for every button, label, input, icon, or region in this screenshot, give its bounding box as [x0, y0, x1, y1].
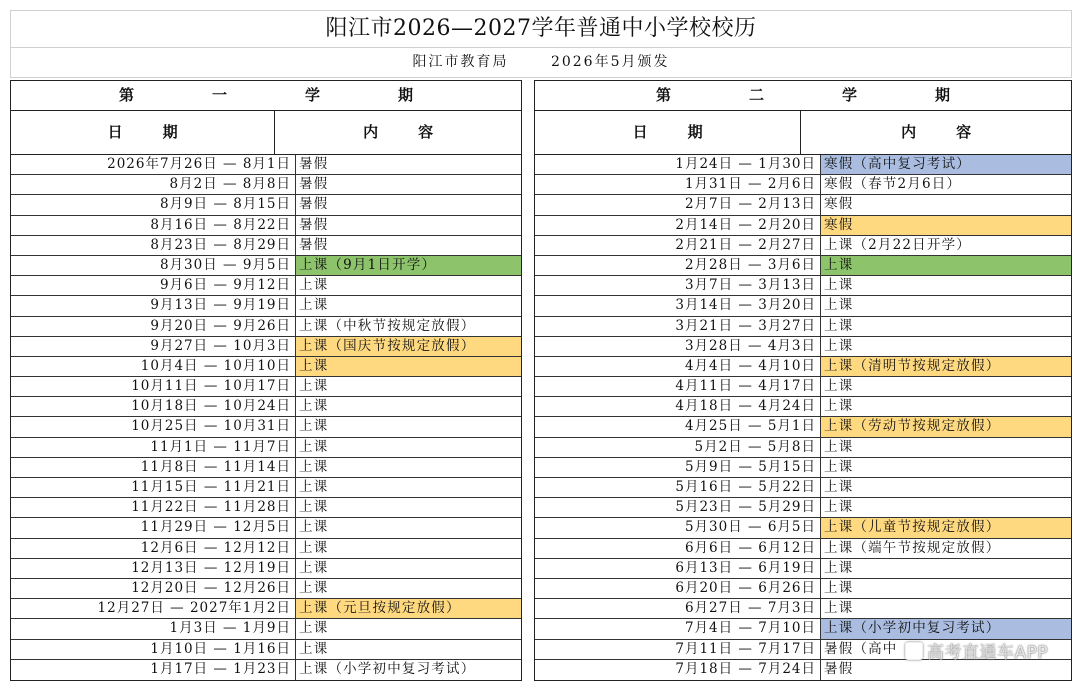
content-cell: 暑假 [299, 236, 329, 253]
table-row [11, 438, 521, 458]
table-row [535, 357, 1071, 377]
content-cell: 上课 [824, 277, 854, 294]
term2-table [534, 80, 1072, 681]
table-row [11, 337, 521, 357]
issue-date: 2026年5月颁发 [550, 54, 670, 70]
content-cell: 上课（小学初中复习考试） [299, 660, 476, 677]
date-range-cell: 12月20日 — 12月26日 [11, 579, 296, 598]
content-cell: 上课 [299, 539, 329, 556]
date-range-cell: 3月7日 — 3月13日 [535, 276, 821, 295]
table-row [11, 155, 521, 175]
content-cell: 上课 [824, 297, 854, 314]
table-row [535, 236, 1071, 256]
date-range-cell: 8月16日 — 8月22日 [11, 216, 296, 235]
table-row [535, 539, 1071, 559]
content-cell: 暑假 [299, 156, 329, 172]
table-row [535, 175, 1071, 195]
date-range-cell: 4月11日 — 4月17日 [535, 377, 821, 396]
date-range-cell: 8月9日 — 8月15日 [11, 195, 296, 214]
term1-date-header: 日期 [11, 111, 275, 154]
page-title: 阳江市2026—2027学年普通中小学校校历 [10, 10, 1072, 48]
content-cell: 上课 [299, 620, 329, 637]
term2-heading: 第二学期 [535, 81, 1071, 111]
content-cell: 暑假 [299, 196, 329, 213]
date-range-cell: 2月21日 — 2月27日 [535, 236, 821, 255]
content-cell: 上课（元旦按规定放假） [296, 599, 521, 618]
content-cell: 上课 [299, 398, 329, 415]
content-cell: 上课 [299, 438, 329, 455]
content-cell: 上课 [824, 398, 854, 415]
content-cell: 上课 [299, 277, 329, 294]
date-range-cell: 1月24日 — 1月30日 [535, 155, 821, 174]
date-range-cell: 6月27日 — 7月3日 [535, 599, 821, 618]
date-range-cell: 8月2日 — 8月8日 [11, 175, 296, 194]
table-row [535, 337, 1071, 357]
date-range-cell: 10月18日 — 10月24日 [11, 397, 296, 416]
table-row [11, 195, 521, 215]
date-range-cell: 5月2日 — 5月8日 [535, 438, 821, 457]
date-range-cell: 10月25日 — 10月31日 [11, 417, 296, 436]
content-cell: 寒假 [824, 196, 854, 213]
content-cell: 上课 [824, 579, 854, 596]
date-range-cell: 3月14日 — 3月20日 [535, 296, 821, 315]
date-range-cell: 2026年7月26日 — 8月1日 [11, 155, 296, 174]
term1-rows [11, 155, 521, 680]
table-row [11, 518, 521, 538]
page-subtitle [10, 48, 1072, 78]
date-range-cell: 11月1日 — 11月7日 [11, 438, 296, 457]
date-range-cell: 9月6日 — 9月12日 [11, 276, 296, 295]
date-range-cell: 1月31日 — 2月6日 [535, 175, 821, 194]
content-cell: 暑假 [824, 660, 854, 677]
table-row [11, 640, 521, 660]
content-cell: 上课（中秋节按规定放假） [299, 317, 476, 334]
date-range-cell: 12月6日 — 12月12日 [11, 539, 296, 558]
table-row [535, 579, 1071, 599]
content-cell: 上课（9月1日开学） [296, 256, 521, 275]
table-row [535, 478, 1071, 498]
table-row [535, 377, 1071, 397]
content-cell: 上课 [296, 357, 521, 376]
content-cell: 上课 [299, 559, 329, 576]
date-range-cell: 7月18日 — 7月24日 [535, 660, 821, 680]
content-cell: 上课 [299, 640, 329, 657]
content-cell: 上课（国庆节按规定放假） [296, 337, 521, 356]
content-cell: 上课 [299, 418, 329, 435]
table-row [11, 236, 521, 256]
table-row [535, 216, 1071, 236]
term2-column-header [535, 111, 1071, 155]
date-range-cell: 10月4日 — 10月10日 [11, 357, 296, 376]
date-range-cell: 1月3日 — 1月9日 [11, 619, 296, 638]
content-cell: 寒假（春节2月6日） [824, 176, 962, 193]
term2-content-header: 内容 [901, 123, 1012, 141]
date-range-cell: 3月21日 — 3月27日 [535, 317, 821, 336]
date-range-cell: 4月25日 — 5月1日 [535, 417, 821, 436]
table-row [11, 397, 521, 417]
content-cell: 上课（端午节按规定放假） [824, 539, 1001, 556]
term1-heading: 第一学期 [11, 81, 521, 111]
content-cell: 上课（小学初中复习考试） [821, 619, 1071, 638]
content-cell: 上课 [824, 479, 854, 495]
content-cell: 上课 [299, 479, 329, 495]
content-cell: 寒假（高中复习考试） [821, 155, 1071, 174]
date-range-cell: 2月28日 — 3月6日 [535, 256, 821, 275]
date-range-cell: 4月4日 — 4月10日 [535, 357, 821, 376]
content-cell: 上课 [824, 600, 854, 617]
table-row [11, 599, 521, 619]
table-row [535, 619, 1071, 639]
date-range-cell: 6月6日 — 6月12日 [535, 539, 821, 558]
table-row [535, 438, 1071, 458]
date-range-cell: 11月22日 — 11月28日 [11, 498, 296, 517]
date-range-cell: 2月7日 — 2月13日 [535, 195, 821, 214]
table-row [11, 539, 521, 559]
content-cell: 上课 [824, 458, 854, 475]
date-range-cell: 9月20日 — 9月26日 [11, 317, 296, 336]
content-cell: 暑假（高中 [824, 640, 898, 657]
date-range-cell: 8月30日 — 9月5日 [11, 256, 296, 275]
date-range-cell: 10月11日 — 10月17日 [11, 377, 296, 396]
table-row [11, 559, 521, 579]
table-row [535, 317, 1071, 337]
content-cell: 上课 [824, 499, 854, 516]
date-range-cell: 11月15日 — 11月21日 [11, 478, 296, 497]
content-cell: 上课 [299, 297, 329, 314]
table-row [11, 216, 521, 236]
issuer: 阳江市教育局 [412, 54, 509, 70]
table-row [11, 478, 521, 498]
date-range-cell: 11月8日 — 11月14日 [11, 458, 296, 477]
term1-content-header: 内容 [363, 123, 474, 141]
table-row [11, 579, 521, 599]
date-range-cell: 8月23日 — 8月29日 [11, 236, 296, 255]
content-cell: 上课 [824, 378, 854, 395]
content-cell: 暑假 [299, 216, 329, 233]
app-logo-icon [905, 642, 923, 660]
date-range-cell: 12月13日 — 12月19日 [11, 559, 296, 578]
date-range-cell: 11月29日 — 12月5日 [11, 518, 296, 537]
content-cell: 上课 [824, 317, 854, 334]
date-range-cell: 5月30日 — 6月5日 [535, 518, 821, 537]
table-row [11, 498, 521, 518]
term2-rows [535, 155, 1071, 680]
table-row [535, 498, 1071, 518]
table-row [535, 458, 1071, 478]
date-range-cell: 5月16日 — 5月22日 [535, 478, 821, 497]
date-range-cell: 5月9日 — 5月15日 [535, 458, 821, 477]
watermark-text: 高考直通车APP [927, 643, 1049, 663]
table-row [11, 619, 521, 639]
content-cell: 上课 [824, 337, 854, 354]
date-range-cell: 5月23日 — 5月29日 [535, 498, 821, 517]
table-row [535, 256, 1071, 276]
table-row [11, 458, 521, 478]
table-row [11, 175, 521, 195]
date-range-cell: 9月27日 — 10月3日 [11, 337, 296, 356]
table-row [535, 155, 1071, 175]
date-range-cell: 3月28日 — 4月3日 [535, 337, 821, 356]
date-range-cell: 6月20日 — 6月26日 [535, 579, 821, 598]
table-row [11, 660, 521, 680]
content-cell: 上课 [299, 458, 329, 475]
content-cell: 上课（劳动节按规定放假） [821, 417, 1071, 436]
content-cell: 上课（2月22日开学） [824, 236, 971, 253]
content-cell: 上课（儿童节按规定放假） [821, 518, 1071, 537]
date-range-cell: 4月18日 — 4月24日 [535, 397, 821, 416]
content-cell: 上课 [824, 438, 854, 455]
content-cell: 上课 [824, 559, 854, 576]
content-cell: 上课 [299, 378, 329, 395]
content-cell: 上课 [299, 499, 329, 516]
date-range-cell: 12月27日 — 2027年1月2日 [11, 599, 296, 618]
table-row [11, 317, 521, 337]
date-range-cell: 9月13日 — 9月19日 [11, 296, 296, 315]
table-row [11, 377, 521, 397]
date-range-cell: 2月14日 — 2月20日 [535, 216, 821, 235]
table-row [11, 417, 521, 437]
table-row [11, 357, 521, 377]
table-row [535, 296, 1071, 316]
table-row [11, 256, 521, 276]
content-cell: 上课 [821, 256, 1071, 275]
table-row [535, 276, 1071, 296]
table-row [535, 559, 1071, 579]
content-cell: 上课 [299, 579, 329, 596]
date-range-cell: 7月4日 — 7月10日 [535, 619, 821, 638]
date-range-cell: 6月13日 — 6月19日 [535, 559, 821, 578]
content-cell: 上课 [299, 519, 329, 536]
table-row [535, 417, 1071, 437]
date-range-cell: 1月10日 — 1月16日 [11, 640, 296, 659]
content-cell: 上课（清明节按规定放假） [821, 357, 1071, 376]
content-cell: 暑假 [299, 176, 329, 193]
term2-date-header: 日期 [535, 111, 801, 154]
table-row [11, 296, 521, 316]
content-cell: 寒假 [821, 216, 1071, 235]
table-row [535, 518, 1071, 538]
watermark [905, 638, 1048, 663]
table-row [535, 195, 1071, 215]
date-range-cell: 7月11日 — 7月17日 [535, 640, 821, 659]
table-row [535, 397, 1071, 417]
term1-table [10, 80, 522, 681]
table-row [11, 276, 521, 296]
term1-column-header [11, 111, 521, 155]
table-row [535, 599, 1071, 619]
date-range-cell: 1月17日 — 1月23日 [11, 660, 296, 680]
